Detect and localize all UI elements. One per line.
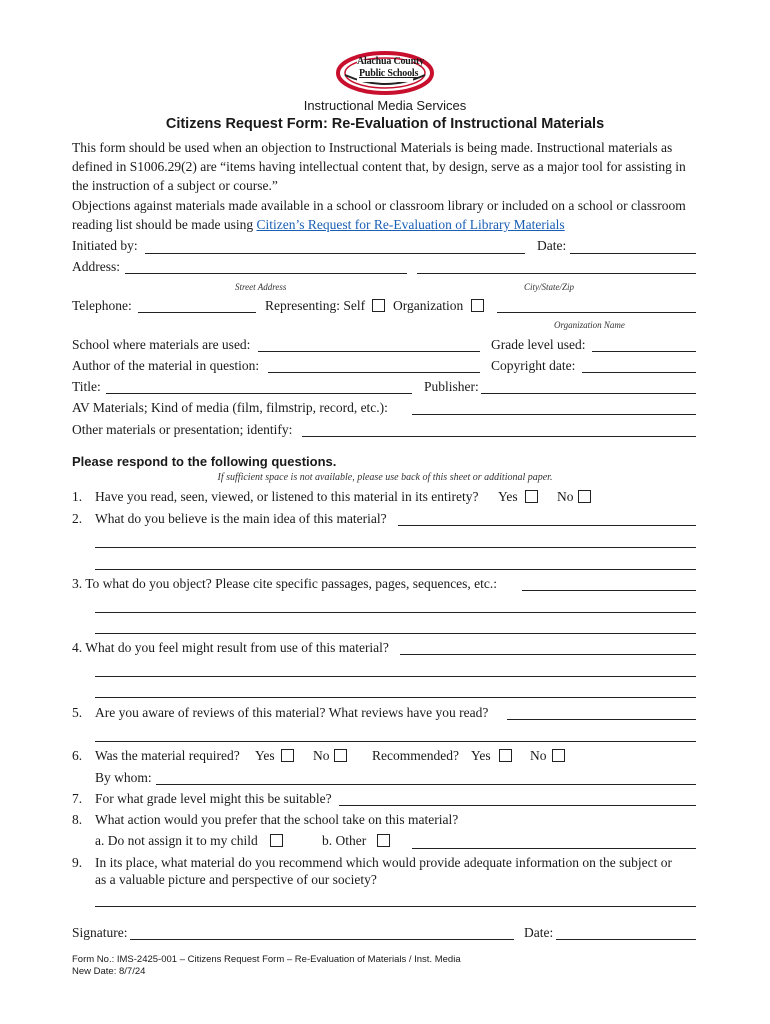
form-number: Form No.: IMS-2425-001 – Citizens Request Form – Re-Evaluation of Materials / Inst. Media xyxy=(72,954,461,965)
signature-date-label: Date: xyxy=(524,925,554,940)
q1-number: 1. xyxy=(72,489,83,504)
copyright-label: Copyright date: xyxy=(491,358,576,373)
other-materials-label: Other materials or presentation; identify: xyxy=(72,422,293,437)
recommended-yes-checkbox[interactable] xyxy=(499,749,512,762)
q8b-label: b. Other xyxy=(322,833,367,848)
q2-answer-line-2[interactable] xyxy=(95,547,696,548)
author-label: Author of the material in question: xyxy=(72,358,260,373)
form-title: Citizens Request Form: Re-Evaluation of Instructional Materials xyxy=(165,116,605,132)
q2-number: 2. xyxy=(72,511,83,526)
recommended-no-label: No xyxy=(530,748,547,763)
q4-answer-line-1[interactable] xyxy=(400,654,696,655)
q8b-other-field[interactable] xyxy=(412,848,696,849)
q1-yes-checkbox[interactable] xyxy=(525,490,538,503)
q7-answer-line[interactable] xyxy=(339,805,696,806)
q3-answer-line-3[interactable] xyxy=(95,633,696,634)
date-field[interactable] xyxy=(570,253,696,254)
q9-answer-line[interactable] xyxy=(95,906,696,907)
q2-text: What do you believe is the main idea of this material? xyxy=(95,511,387,526)
other-materials-field[interactable] xyxy=(302,436,696,437)
q8-number: 8. xyxy=(72,812,83,827)
q4-answer-line-2[interactable] xyxy=(95,676,696,677)
q6-text: Was the material required? xyxy=(95,748,240,763)
q1-text: Have you read, seen, viewed, or listened to this material in its entirety? xyxy=(95,489,479,504)
q6-yes-label: Yes xyxy=(255,748,275,763)
telephone-field[interactable] xyxy=(138,312,256,313)
grade-used-field[interactable] xyxy=(592,351,696,352)
signature-date-field[interactable] xyxy=(556,939,696,940)
author-field[interactable] xyxy=(268,372,480,373)
q6-yes-checkbox[interactable] xyxy=(281,749,294,762)
publisher-label: Publisher: xyxy=(424,379,479,394)
q1-yes-label: Yes xyxy=(498,489,518,504)
department-name: Instructional Media Services xyxy=(303,98,467,113)
library-materials-link[interactable]: Citizen’s Request for Re-Evaluation of Library Materials xyxy=(256,217,565,232)
title-label: Title: xyxy=(72,379,101,394)
q8-text: What action would you prefer that the school take on this material? xyxy=(95,812,459,827)
school-field[interactable] xyxy=(258,351,480,352)
organization-name-field[interactable] xyxy=(497,312,696,313)
representing-self-label: Representing: Self xyxy=(265,298,366,313)
q2-answer-line-1[interactable] xyxy=(398,525,696,526)
q7-text: For what grade level might this be suitable? xyxy=(95,791,332,806)
intro-paragraph-2-text: Objections against materials made available in a school or classroom library or included on a school or classroom reading list should be made using xyxy=(72,198,686,232)
q9-number: 9. xyxy=(72,855,83,870)
initiated-by-label: Initiated by: xyxy=(72,238,138,253)
street-address-field[interactable] xyxy=(125,273,407,274)
grade-used-label: Grade level used: xyxy=(491,337,586,352)
telephone-label: Telephone: xyxy=(72,298,132,313)
recommended-yes-label: Yes xyxy=(471,748,491,763)
q8a-label: a. Do not assign it to my child xyxy=(95,833,258,848)
q4-answer-line-3[interactable] xyxy=(95,697,696,698)
recommended-no-checkbox[interactable] xyxy=(552,749,565,762)
address-label: Address: xyxy=(72,259,120,274)
q4-text: 4. What do you feel might result from use of this material? xyxy=(72,640,389,655)
self-checkbox[interactable] xyxy=(372,299,385,312)
q2-answer-line-3[interactable] xyxy=(95,569,696,570)
copyright-field[interactable] xyxy=(582,372,696,373)
date-label: Date: xyxy=(537,238,567,253)
q8b-checkbox[interactable] xyxy=(377,834,390,847)
space-note: If sufficient space is not available, please use back of this sheet or additional paper. xyxy=(217,472,553,483)
publisher-field[interactable] xyxy=(481,393,696,394)
q5-answer-line-1[interactable] xyxy=(507,719,696,720)
organization-checkbox[interactable] xyxy=(471,299,484,312)
street-address-caption: Street Address xyxy=(235,282,287,292)
q3-answer-line-1[interactable] xyxy=(522,590,696,591)
initiated-by-field[interactable] xyxy=(145,253,525,254)
q3-text: 3. To what do you object? Please cite specific passages, pages, sequences, etc.: xyxy=(72,576,498,591)
signature-label: Signature: xyxy=(72,925,128,940)
district-logo xyxy=(335,48,435,98)
questions-heading: Please respond to the following questions. xyxy=(72,454,337,469)
city-state-zip-caption: City/State/Zip xyxy=(524,282,575,292)
av-materials-label: AV Materials; Kind of media (film, filmstrip, record, etc.): xyxy=(72,400,388,415)
q7-number: 7. xyxy=(72,791,83,806)
city-state-zip-field[interactable] xyxy=(417,273,696,274)
q6-no-label: No xyxy=(313,748,330,763)
organization-name-caption: Organization Name xyxy=(554,320,625,330)
q5-number: 5. xyxy=(72,705,83,720)
intro-paragraph-2 xyxy=(72,196,702,234)
q5-text: Are you aware of reviews of this material? What reviews have you read? xyxy=(95,705,489,720)
q1-no-checkbox[interactable] xyxy=(578,490,591,503)
intro-paragraph-1: This form should be used when an objection to Instructional Materials is being made. Instructional materials as defined in S1006.29(2) are “items having intellectual content that, by design, serve as a major tool for assisting in the instruction of a subject or course.” xyxy=(72,140,686,193)
q8a-checkbox[interactable] xyxy=(270,834,283,847)
q5-answer-line-2[interactable] xyxy=(95,741,696,742)
logo-line-2: Public Schools xyxy=(359,68,419,79)
organization-label: Organization xyxy=(393,298,464,313)
signature-field[interactable] xyxy=(130,939,514,940)
by-whom-field[interactable] xyxy=(156,784,696,785)
q6-no-checkbox[interactable] xyxy=(334,749,347,762)
recommended-label: Recommended? xyxy=(372,748,459,763)
q9-text-line-2: as a valuable picture and perspective of our society? xyxy=(95,872,377,887)
q6-number: 6. xyxy=(72,748,83,763)
by-whom-label: By whom: xyxy=(95,770,152,785)
q3-answer-line-2[interactable] xyxy=(95,612,696,613)
title-field[interactable] xyxy=(106,393,412,394)
school-label: School where materials are used: xyxy=(72,337,251,352)
q1-no-label: No xyxy=(557,489,574,504)
av-materials-field[interactable] xyxy=(412,414,696,415)
q9-text-line-1: In its place, what material do you recommend which would provide adequate information on the subject or xyxy=(95,855,672,870)
logo-line-1: Alachua County xyxy=(357,56,424,67)
new-date: New Date: 8/7/24 xyxy=(72,966,146,977)
